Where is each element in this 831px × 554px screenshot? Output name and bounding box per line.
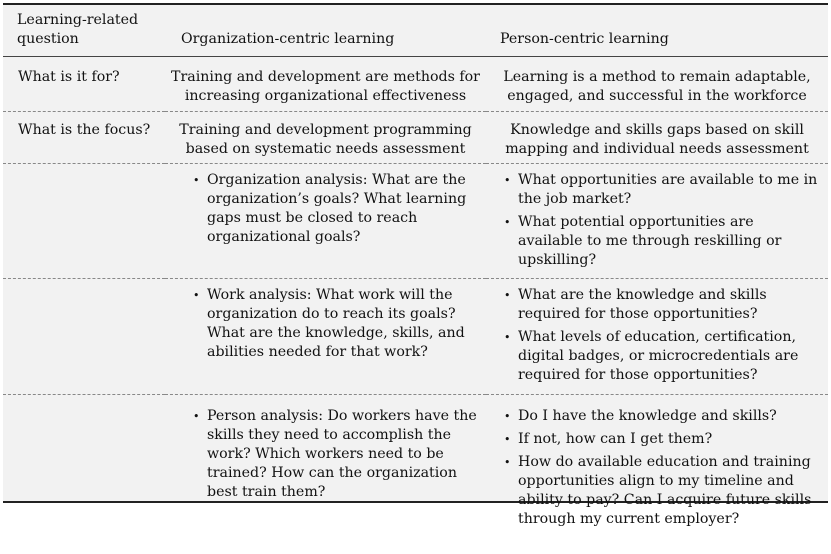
- header-row: [3, 5, 828, 57]
- person-cell: Knowledge and skills gaps based on skill mapping and individual needs assessment: [486, 112, 828, 164]
- org-cell: Training and development programming based on systematic needs assessment: [165, 112, 486, 164]
- table-row: [3, 112, 828, 164]
- bullet-list: [504, 171, 822, 270]
- table-row: [3, 164, 828, 279]
- header-question: Learning-related question: [3, 5, 165, 57]
- list-item: • How do available education and training opportunities align to my timeline and ability to pay? Can I acquire future skills through my current employer?: [504, 453, 822, 529]
- person-cell: [486, 164, 828, 279]
- list-item: • If not, how can I get them?: [504, 430, 822, 449]
- list-item: • Do I have the knowledge and skills?: [504, 407, 822, 426]
- org-cell: [165, 279, 486, 395]
- header-person-centric: Person-centric learning: [486, 5, 828, 57]
- org-cell: [165, 164, 486, 279]
- bullet-list: [193, 171, 480, 247]
- person-cell: Learning is a method to remain adaptable, engaged, and successful in the workforce: [486, 57, 828, 112]
- question-cell: What is it for?: [3, 57, 165, 112]
- question-cell: [3, 279, 165, 395]
- bullet-list: [193, 407, 480, 502]
- question-cell: [3, 395, 165, 554]
- list-item: • Organization analysis: What are the organization’s goals? What learning gaps must be closed to reach organizational goals?: [193, 171, 480, 247]
- header-organization-centric: Organization-centric learning: [165, 5, 486, 57]
- bullet-list: [504, 286, 822, 385]
- person-cell: [486, 279, 828, 395]
- table-row: [3, 395, 828, 554]
- org-cell: Training and development are methods for increasing organizational effectiveness: [165, 57, 486, 112]
- list-item: • What opportunities are available to me in the job market?: [504, 171, 822, 209]
- person-cell: [486, 395, 828, 554]
- learning-table: [3, 5, 828, 554]
- list-item: • Work analysis: What work will the organization do to reach its goals? What are the knowledge, skills, and abilities needed for that work?: [193, 286, 480, 362]
- bullet-list: [504, 407, 822, 529]
- question-cell: [3, 164, 165, 279]
- comparison-table: [3, 3, 828, 503]
- table-row: [3, 57, 828, 112]
- list-item: • Person analysis: Do workers have the skills they need to accomplish the work? Which workers need to be trained? How can the organization best train them?: [193, 407, 480, 502]
- list-item: • What levels of education, certification, digital badges, or microcredentials are required for those opportunities?: [504, 328, 822, 385]
- bullet-list: [193, 286, 480, 362]
- list-item: • What potential opportunities are available to me through reskilling or upskilling?: [504, 213, 822, 270]
- org-cell: [165, 395, 486, 554]
- table-row: [3, 279, 828, 395]
- question-cell: What is the focus?: [3, 112, 165, 164]
- list-item: • What are the knowledge and skills required for those opportunities?: [504, 286, 822, 324]
